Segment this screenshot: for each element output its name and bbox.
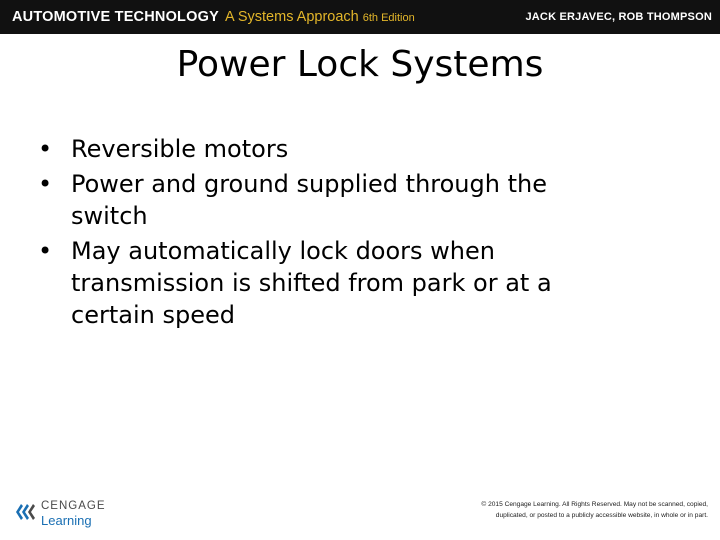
logo-text-cengage: CENGAGE bbox=[41, 500, 106, 512]
header-bar bbox=[0, 0, 720, 34]
bullet-marker: • bbox=[38, 135, 53, 163]
bullet-item bbox=[38, 168, 608, 232]
edition-label: 6th Edition bbox=[362, 12, 415, 24]
copyright-line: © 2015 Cengage Learning. All Rights Reserved. May not be scanned, copied, bbox=[481, 501, 708, 508]
bullet-list bbox=[38, 133, 608, 334]
brand-subtitle: A Systems Approach bbox=[224, 9, 359, 25]
brand-title: AUTOMOTIVE TECHNOLOGY bbox=[12, 9, 219, 25]
bullet-text: Reversible motors bbox=[71, 135, 289, 163]
cengage-logo bbox=[14, 498, 124, 530]
cengage-logo-mark-icon bbox=[14, 500, 36, 524]
bullet-text: Power and ground supplied through the switch bbox=[71, 170, 547, 230]
slide-title: Power Lock Systems bbox=[176, 44, 544, 85]
bullet-item bbox=[38, 235, 608, 331]
logo-text-learning: Learning bbox=[41, 513, 92, 528]
bullet-marker: • bbox=[38, 170, 53, 198]
book-title bbox=[12, 9, 415, 26]
bullet-item bbox=[38, 133, 608, 165]
bullet-text: May automatically lock doors when transmission is shifted from park or at a certain speed bbox=[71, 237, 552, 329]
bullet-marker: • bbox=[38, 237, 53, 265]
copyright-line: duplicated, or posted to a publicly accessible website, in whole or in part. bbox=[495, 512, 708, 519]
authors: JACK ERJAVEC, ROB THOMPSON bbox=[525, 11, 712, 23]
copyright-notice bbox=[408, 499, 708, 521]
